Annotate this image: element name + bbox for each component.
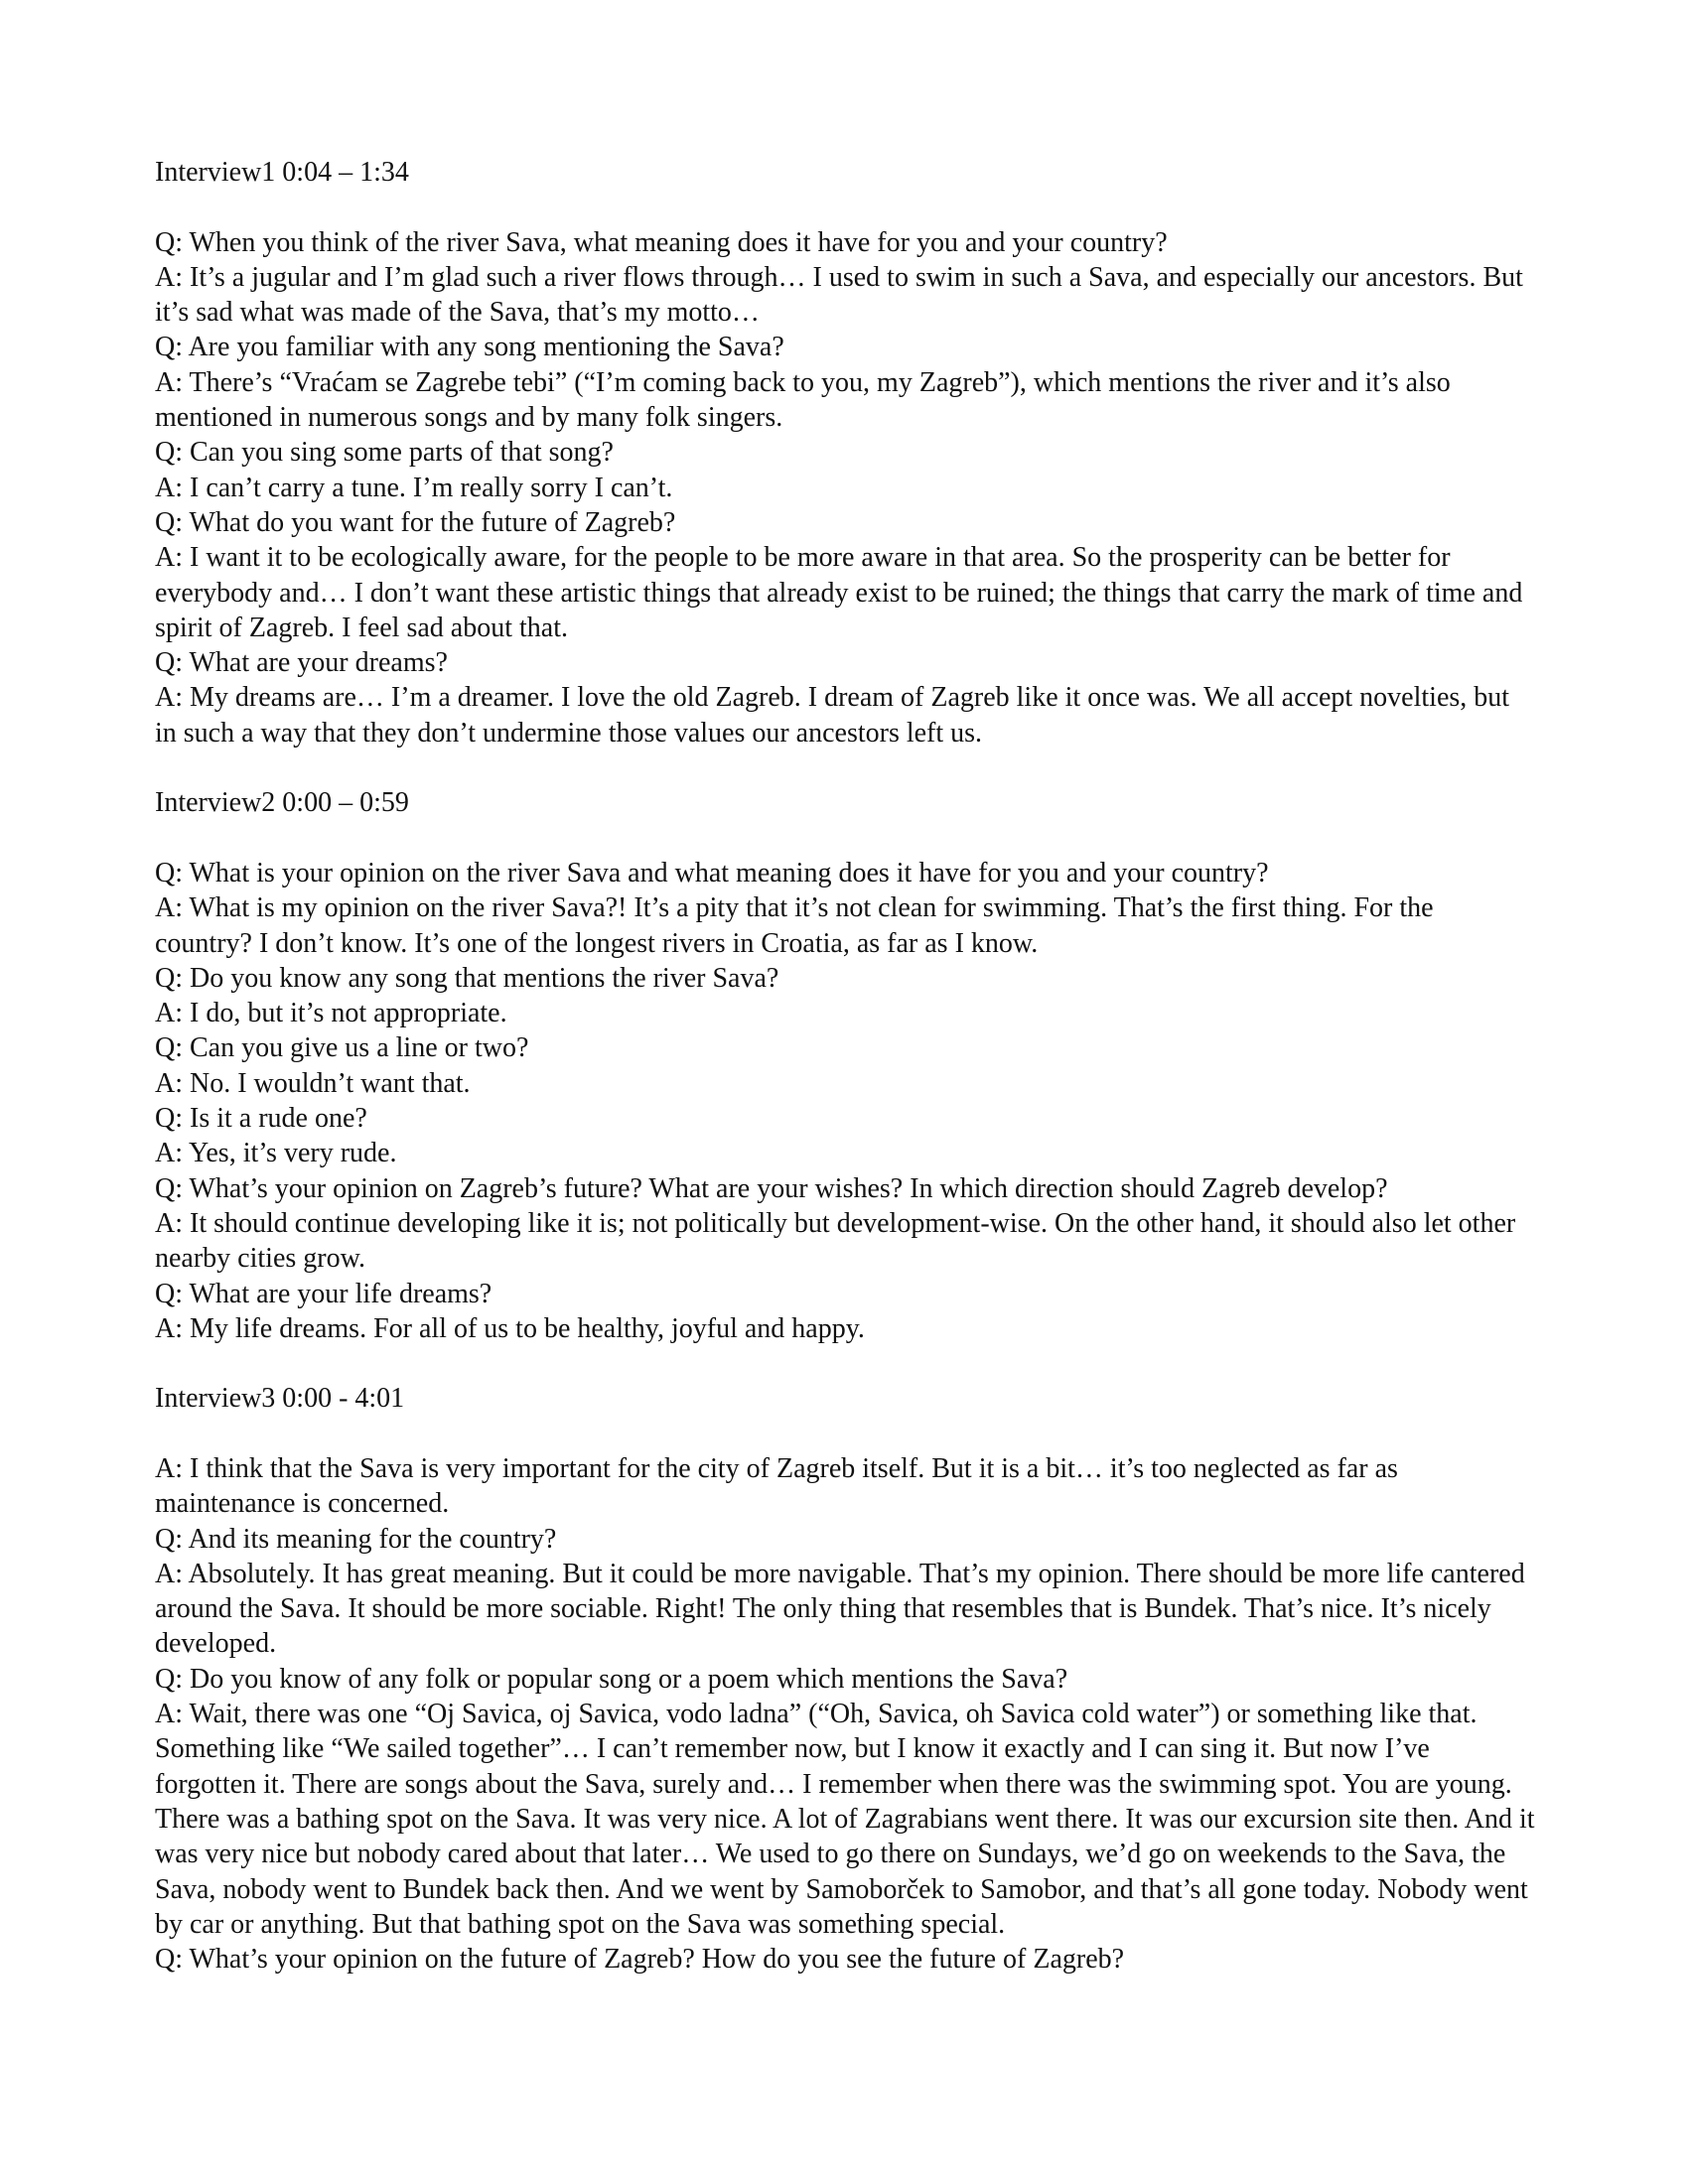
interview-3-line-3: A: Absolutely. It has great meaning. But it could be more navigable. That’s my opinion. There should be more life cantered around the Sava. It should be more sociable. Right! The only thing that resembles that is Bundek. That’s nice. It’s nicely developed.	[155, 1558, 1525, 1660]
interview-2-line-7: Q: Is it a rude one?	[155, 1103, 367, 1135]
interview-1-line-3: Q: Are you familiar with any song mentioning the Sava?	[155, 332, 784, 363]
interview-2-line-10: A: It should continue developing like it is; not politically but development-wise. On the other hand, it should also let other nearby cities grow.	[155, 1207, 1516, 1275]
interview-3-line-6: Q: What’s your opinion on the future of Zagreb? How do you see the future of Zagreb?	[155, 1944, 1125, 1976]
interview-2-line-1: Q: What is your opinion on the river Sava and what meaning does it have for you and your country?	[155, 857, 1269, 888]
interview-3-line-2: Q: And its meaning for the country?	[155, 1523, 557, 1555]
interview-1-line-10: A: My dreams are… I’m a dreamer. I love the old Zagreb. I dream of Zagreb like it once was. We all accept novelties, but in such a way that they don’t undermine those values our ancestors left us.	[155, 682, 1510, 749]
interview-2-line-12: A: My life dreams. For all of us to be healthy, joyful and happy.	[155, 1312, 865, 1344]
interview-3-line-5: A: Wait, there was one “Oj Savica, oj Savica, vodo ladna” (“Oh, Savica, oh Savica cold water”) or something like that. Something like “We sailed together”… I can’t remember now, but I know it exactly and I can sing it. But now I’ve forgotten it. There are songs about the Sava, surely and… I remember when there was the swimming spot. You are young. There was a bathing spot on the Sava. It was very nice. A lot of Zagrabians went there. It was our excursion site then. And it was very nice but nobody cared about that later… We used to go there on Sundays, we’d go on weekends to the Sava, the Sava, nobody went to Bundek back then. And we went by Samoborček to Samobor, and that’s all gone today. Nobody went by car or anything. But that bathing spot on the Sava was something special.	[155, 1699, 1535, 1940]
interview-3-line-4: Q: Do you know of any folk or popular song or a poem which mentions the Sava?	[155, 1663, 1068, 1695]
interview-1-line-9: Q: What are your dreams?	[155, 647, 448, 679]
document-page	[155, 155, 1535, 2012]
interview-1-line-8: A: I want it to be ecologically aware, for the people to be more aware in that area. So the prosperity can be better for everybody and… I don’t want these artistic things that already exist to be ruined; the things that carry the mark of time and spirit of Zagreb. I feel sad about that.	[155, 542, 1523, 643]
interview-2-line-6: A: No. I wouldn’t want that.	[155, 1067, 471, 1099]
interview-1-heading: Interview1 0:04 – 1:34	[155, 157, 409, 188]
interview-3-line-1: A: I think that the Sava is very important for the city of Zagreb itself. But it is a bit… it’s too neglected as far as maintenance is concerned.	[155, 1452, 1398, 1520]
interview-2-line-2: A: What is my opinion on the river Sava?! It’s a pity that it’s not clean for swimming. That’s the first thing. For the country? I don’t know. It’s one of the longest rivers in Croatia, as far as I know.	[155, 892, 1434, 959]
interview-2-section	[155, 785, 1535, 1346]
interview-2-heading: Interview2 0:00 – 0:59	[155, 787, 409, 819]
interview-3-section	[155, 1381, 1535, 1977]
interview-1-line-6: A: I can’t carry a tune. I’m really sorry I can’t.	[155, 472, 673, 503]
interview-2-line-4: A: I do, but it’s not appropriate.	[155, 998, 507, 1029]
interview-1-line-2: A: It’s a jugular and I’m glad such a river flows through… I used to swim in such a Sava, and especially our ancestors. But it’s sad what was made of the Sava, that’s my motto…	[155, 261, 1523, 329]
interview-2-line-8: A: Yes, it’s very rude.	[155, 1138, 397, 1169]
interview-1-line-4: A: There’s “Vraćam se Zagrebe tebi” (“I’m coming back to you, my Zagreb”), which mentions the river and it’s also mentioned in numerous songs and by many folk singers.	[155, 366, 1451, 434]
interview-2-line-3: Q: Do you know any song that mentions the river Sava?	[155, 962, 779, 994]
interview-3-heading: Interview3 0:00 - 4:01	[155, 1383, 405, 1415]
interview-2-line-11: Q: What are your life dreams?	[155, 1278, 492, 1309]
interview-1-line-7: Q: What do you want for the future of Zagreb?	[155, 506, 676, 538]
interview-1-section	[155, 155, 1535, 751]
interview-2-line-5: Q: Can you give us a line or two?	[155, 1032, 529, 1064]
interview-1-line-5: Q: Can you sing some parts of that song?	[155, 437, 614, 469]
interview-2-line-9: Q: What’s your opinion on Zagreb’s future? What are your wishes? In which direction should Zagreb develop?	[155, 1172, 1388, 1204]
interview-1-line-1: Q: When you think of the river Sava, what meaning does it have for you and your country?	[155, 226, 1168, 258]
